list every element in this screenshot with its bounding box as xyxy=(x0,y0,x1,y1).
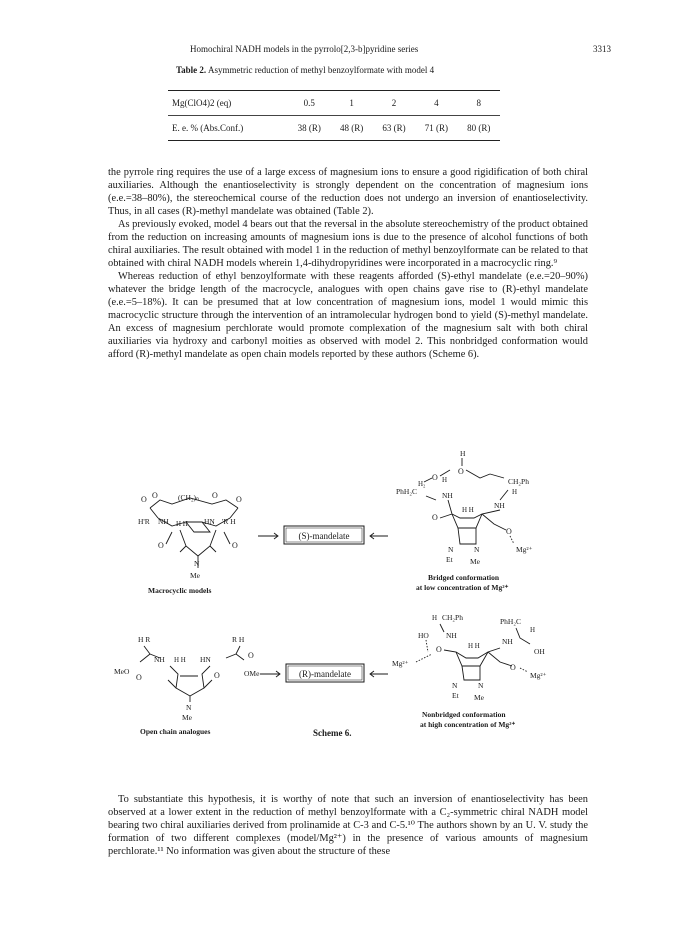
svg-text:NH: NH xyxy=(446,631,457,640)
scheme-caption: Scheme 6. xyxy=(313,728,352,738)
svg-text:O: O xyxy=(214,671,220,680)
table-cell: 38 (R) xyxy=(288,116,330,141)
bridged-label-2: at low concentration of Mg²⁺ xyxy=(416,583,509,592)
table-label: Table 2. xyxy=(176,65,207,75)
r-mandelate-label: (R)-mandelate xyxy=(299,669,351,679)
macrocyclic-structure xyxy=(138,491,242,580)
nonbridged-structure xyxy=(392,613,547,702)
table-cell: 4 xyxy=(415,91,457,116)
svg-text:Me: Me xyxy=(182,713,192,722)
page-number: 3313 xyxy=(593,44,611,54)
table-caption-text: Asymmetric reduction of methyl benzoylformate with model 4 xyxy=(207,65,435,75)
svg-text:'R H: 'R H xyxy=(222,517,236,526)
table-cell: 2 xyxy=(373,91,415,116)
paragraph: To substantiate this hypothesis, it is worthy of note that such an inversion of enantioselectivity has been observed at a lower extent in the reduction of methyl benzoylformate with a C₂-symmetric chiral NADH model bearing two chiral auxiliaries derived from prolinamide at C-3 and C-5.¹⁰ The authors shown by an U. V. study the formation of two different complexes (model/Mg²⁺) in the presence of various amounts of magnesium perchlorate.¹¹ No information was given about the structure of these xyxy=(108,794,588,857)
svg-text:NH: NH xyxy=(494,501,505,510)
svg-text:H: H xyxy=(512,488,518,496)
table-cell: 48 (R) xyxy=(330,116,372,141)
svg-text:NH: NH xyxy=(502,637,513,646)
body-text-top xyxy=(108,166,588,361)
svg-text:OH: OH xyxy=(534,647,545,656)
svg-text:H H: H H xyxy=(468,642,480,650)
table-row xyxy=(168,116,500,141)
svg-text:(CH₂)ₙ: (CH₂)ₙ xyxy=(178,493,200,502)
paragraph: the pyrrole ring requires the use of a large excess of magnesium ions to ensure a good rigidification of both chiral auxiliaries. Although the enantioselectivity is strongly dependent on the concentration of magnesium ions (e.e.=38–80%), the stereochemical course of the reduction does not undergo an inversion of enantioselectivity. Thus, in all cases (R)-methyl mandelate was obtained (Table 2). xyxy=(108,167,588,217)
svg-text:O: O xyxy=(141,495,147,504)
svg-text:O: O xyxy=(432,473,438,482)
svg-text:H: H xyxy=(460,449,466,458)
svg-text:Me: Me xyxy=(470,557,480,566)
svg-text:NH: NH xyxy=(158,517,169,526)
paragraph: Whereas reduction of ethyl benzoylformate with these reagents afforded (S)-ethyl mandelate (e.e.=20–90%) whatever the bridge length of the macrocycle, analogues with open chains gave rise to (R)-ethyl mandelate (e.e.=5–18%). It can be presumed that at low concentration of magnesium ions, model 1 would mimic this macrocyclic structure through the intervention of an intramolecular hydrogen bond to yield (S)-methyl mandelate. An excess of magnesium perchlorate would promote complexation of the magnesium salt with both chiral auxiliaries via hydroxy and carbonyl moities as observed with model 2. This nonbridged conformation would afford (R)-methyl mandelate as open chain models reported by these authors (Scheme 6). xyxy=(108,271,588,360)
body-text-bottom xyxy=(108,793,588,858)
table-cell: Mg(ClO4)2 (eq) xyxy=(168,91,288,116)
svg-text:PhH₂C: PhH₂C xyxy=(500,617,521,626)
table-caption xyxy=(176,65,434,75)
svg-text:Me: Me xyxy=(190,571,200,580)
table-row xyxy=(168,91,500,116)
svg-text:Et: Et xyxy=(446,555,453,564)
svg-text:CH₂Ph: CH₂Ph xyxy=(508,477,529,486)
table-cell: 8 xyxy=(458,91,500,116)
svg-text:H: H xyxy=(432,614,438,622)
svg-text:PhH₂C: PhH₂C xyxy=(396,487,417,496)
table-cell: E. e. % (Abs.Conf.) xyxy=(168,116,288,141)
svg-text:Mg²⁺: Mg²⁺ xyxy=(516,545,533,554)
svg-text:CH₂Ph: CH₂Ph xyxy=(442,613,463,622)
bridged-structure xyxy=(396,449,533,566)
svg-text:HN: HN xyxy=(200,655,211,664)
svg-text:H'R: H'R xyxy=(138,517,150,526)
nonbridged-label-2: at high concentration of Mg²⁺ xyxy=(420,720,516,729)
table-cell: 80 (R) xyxy=(458,116,500,141)
bridged-label-1: Bridged conformation xyxy=(428,573,500,582)
svg-text:HO: HO xyxy=(418,631,429,640)
svg-text:NH: NH xyxy=(442,491,453,500)
svg-text:H R: H R xyxy=(138,635,151,644)
svg-text:H H: H H xyxy=(176,520,188,528)
macrocyclic-label: Macrocyclic models xyxy=(148,586,212,595)
svg-text:O: O xyxy=(152,491,158,500)
svg-text:H H: H H xyxy=(174,656,186,664)
results-table xyxy=(168,90,500,141)
svg-text:N: N xyxy=(448,545,454,554)
svg-text:OMe: OMe xyxy=(244,669,260,678)
paragraph: As previously evoked, model 4 bears out that the reversal in the absolute stereochemistry of the product obtained from the reduction on increasing amounts of magnesium ions is due to the presence of alcohol functions of both chiral auxiliaries. The result obtained with model 1 in the reduction of methyl benzoylformate can be related to that obtained with chiral NADH models wherein 1,4-dihydropyridines were incorporated in a macrocyclic ring.⁹ xyxy=(108,219,588,269)
running-title: Homochiral NADH models in the pyrrolo[2,3-b]pyridine series xyxy=(190,44,419,54)
svg-text:N: N xyxy=(194,559,200,568)
svg-text:O: O xyxy=(136,673,142,682)
svg-text:N: N xyxy=(474,545,480,554)
svg-text:O: O xyxy=(458,467,464,476)
svg-text:O: O xyxy=(436,645,442,654)
svg-text:O: O xyxy=(236,495,242,504)
svg-text:H: H xyxy=(530,626,536,634)
open-chain-structure xyxy=(114,635,260,722)
svg-text:MeO: MeO xyxy=(114,667,130,676)
table-cell: 63 (R) xyxy=(373,116,415,141)
svg-text:Mg²⁺: Mg²⁺ xyxy=(392,659,409,668)
open-chain-label: Open chain analogues xyxy=(140,727,211,736)
svg-text:Me: Me xyxy=(474,693,484,702)
svg-text:R H: R H xyxy=(232,635,245,644)
svg-text:H: H xyxy=(442,476,448,484)
svg-text:Mg²⁺: Mg²⁺ xyxy=(530,671,547,680)
svg-text:N: N xyxy=(478,681,484,690)
svg-text:O: O xyxy=(232,541,238,550)
svg-text:O: O xyxy=(506,527,512,536)
table-cell: 71 (R) xyxy=(415,116,457,141)
svg-text:Et: Et xyxy=(452,691,459,700)
svg-text:O: O xyxy=(510,663,516,672)
svg-text:H₂: H₂ xyxy=(418,480,426,488)
svg-text:O: O xyxy=(212,491,218,500)
table-cell: 0.5 xyxy=(288,91,330,116)
s-mandelate-label: (S)-mandelate xyxy=(298,531,350,541)
svg-text:O: O xyxy=(248,651,254,660)
svg-text:O: O xyxy=(432,513,438,522)
svg-text:N: N xyxy=(452,681,458,690)
svg-text:NH: NH xyxy=(154,655,165,664)
nonbridged-label-1: Nonbridged conformation xyxy=(422,710,506,719)
svg-text:O: O xyxy=(158,541,164,550)
svg-text:N: N xyxy=(186,703,192,712)
table-cell: 1 xyxy=(330,91,372,116)
svg-text:HN: HN xyxy=(204,517,215,526)
svg-text:H H: H H xyxy=(462,506,474,514)
